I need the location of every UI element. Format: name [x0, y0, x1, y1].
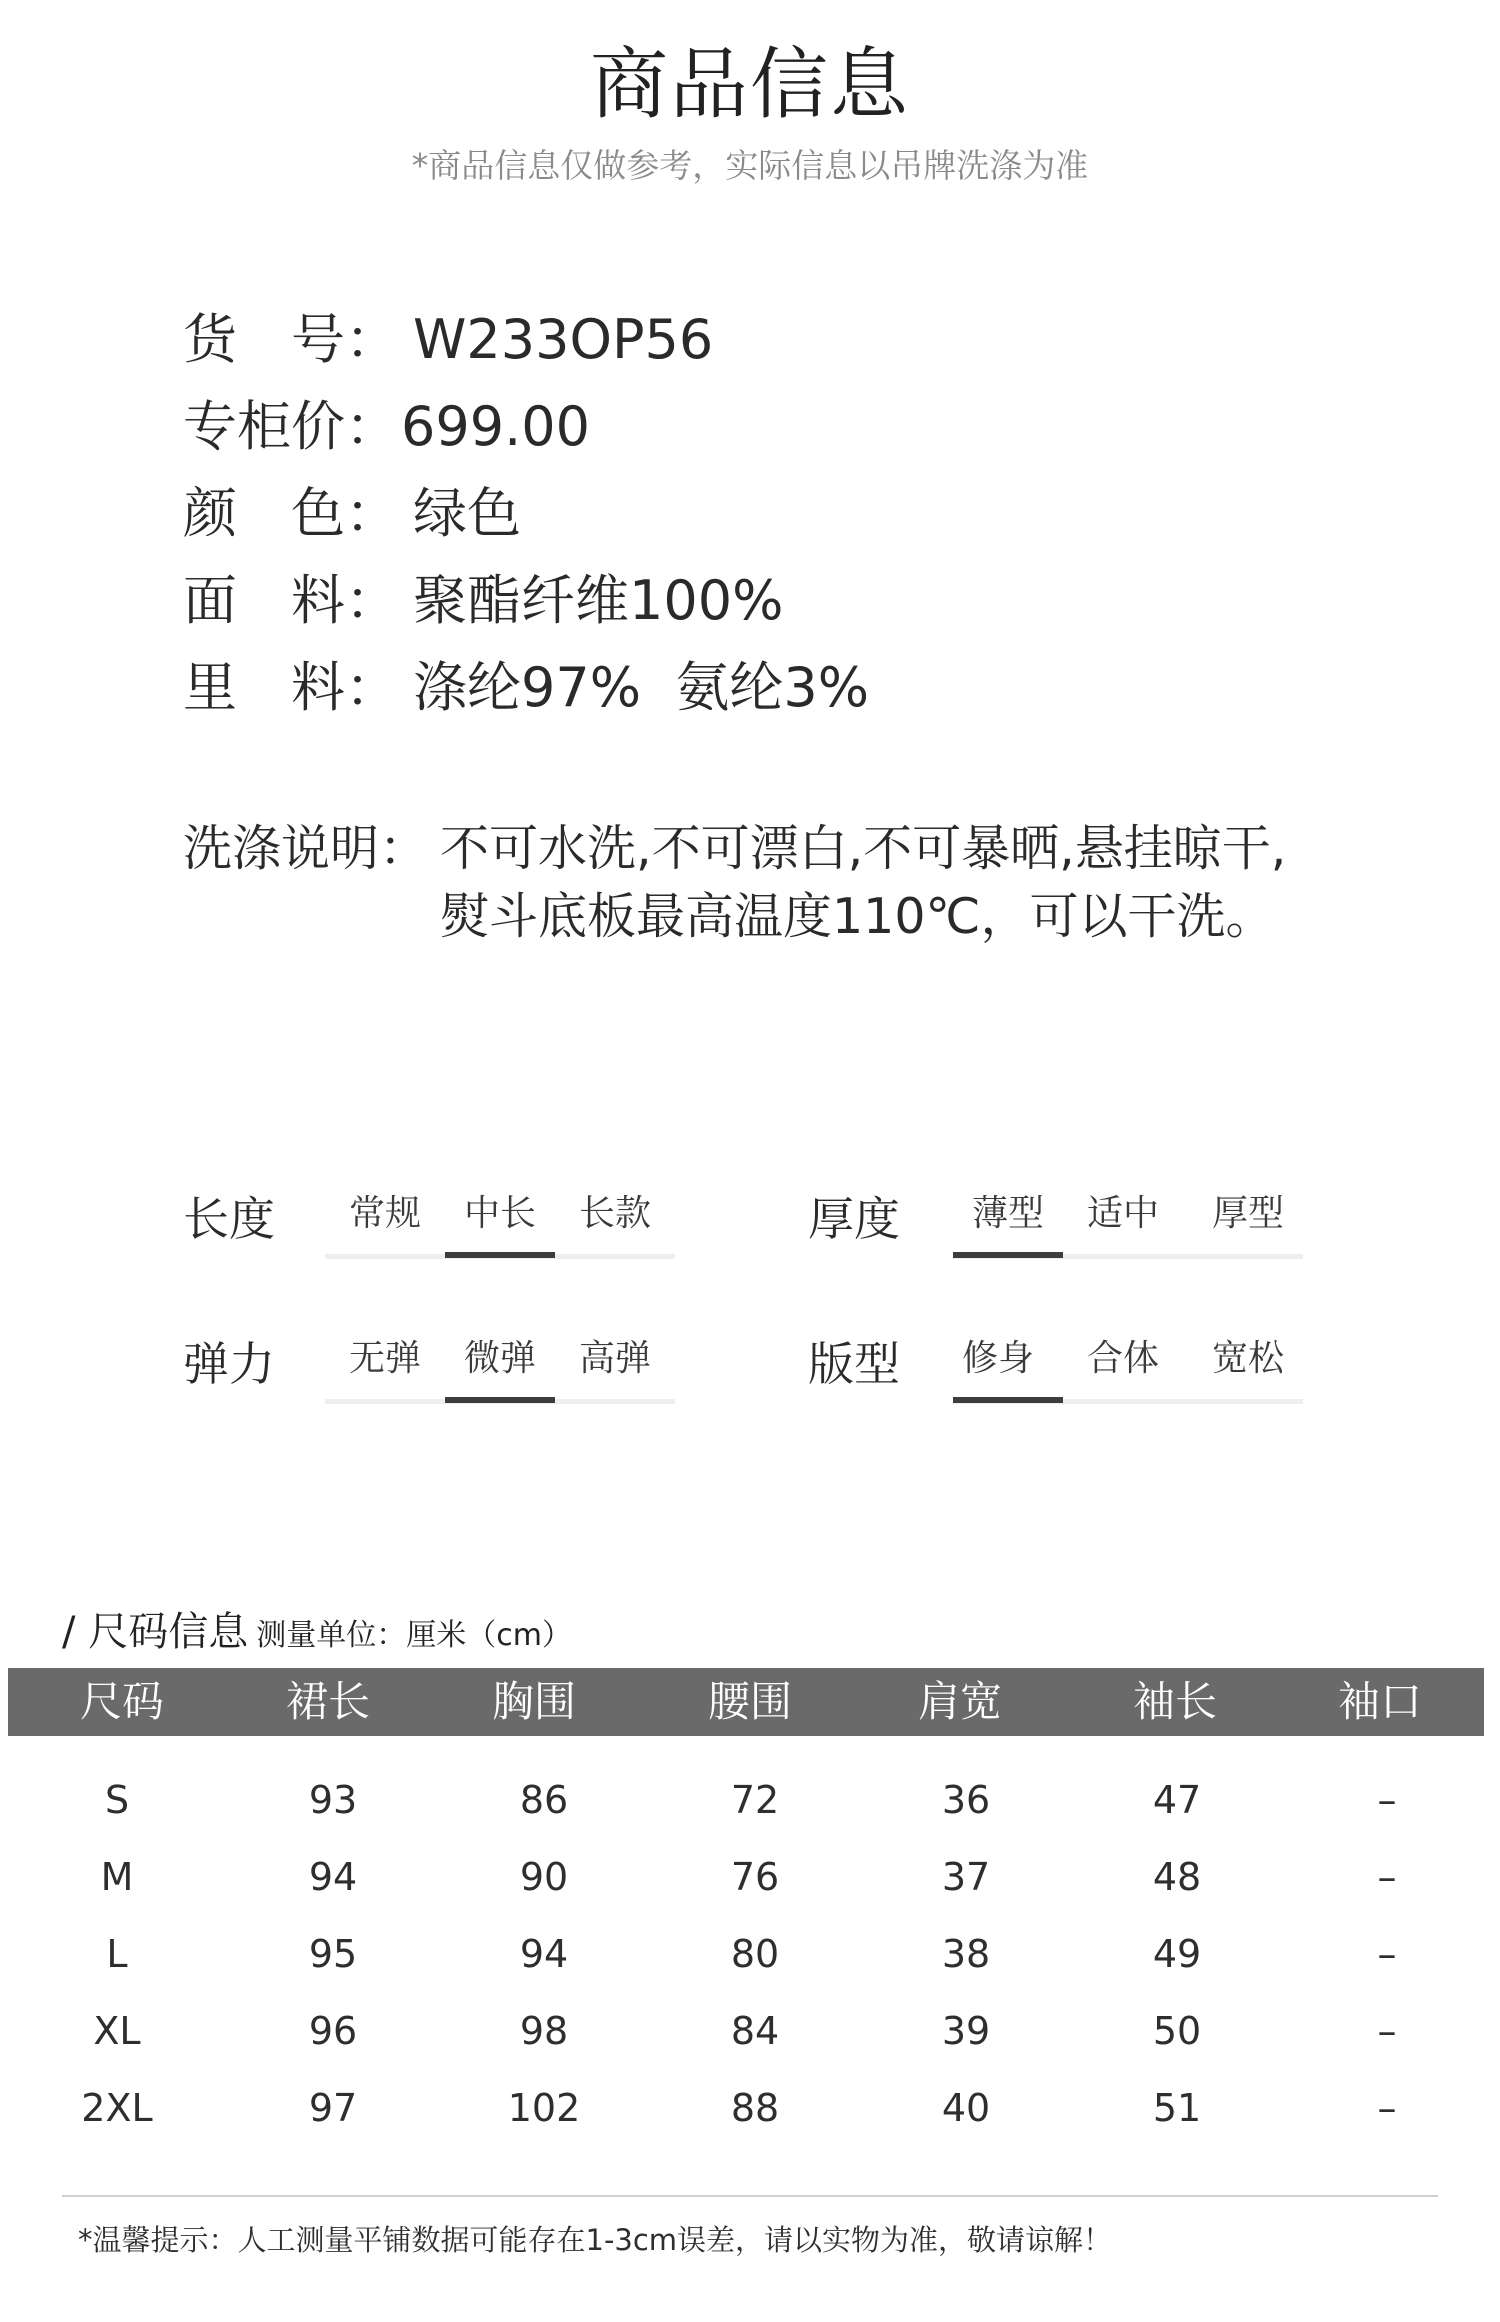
attr-option: 厚型 — [1211, 1193, 1284, 1234]
attr-title-length: 长度 — [183, 1192, 275, 1246]
attr-option-selected: 微弹 — [463, 1338, 536, 1379]
attr-option-selected: 中长 — [463, 1193, 536, 1234]
column-header: 尺码 — [79, 1677, 165, 1726]
table-cell: 94 — [308, 1855, 358, 1899]
attr-option: 无弹 — [348, 1338, 421, 1379]
table-cell: 49 — [1152, 1932, 1202, 1976]
table-cell: 39 — [941, 2009, 991, 2053]
spec-row-lining — [183, 648, 869, 728]
table-cell: 50 — [1152, 2009, 1202, 2053]
table-cell: M — [100, 1855, 134, 1899]
table-cell: L — [106, 1932, 128, 1976]
attr-option: 合体 — [1086, 1338, 1159, 1379]
washing-line: 熨斗底板最高温度110℃，可以干洗。 — [440, 888, 1275, 945]
table-cell: 102 — [507, 2086, 581, 2130]
table-cell: 96 — [308, 2009, 358, 2053]
table-cell: – — [1377, 1932, 1397, 1976]
table-cell: 93 — [308, 1778, 358, 1822]
table-cell: 95 — [308, 1932, 358, 1976]
attr-option: 常规 — [348, 1193, 421, 1234]
column-header: 腰围 — [707, 1677, 793, 1726]
table-cell: 84 — [730, 2009, 780, 2053]
attr-selected-indicator — [445, 1252, 555, 1258]
table-cell: 86 — [519, 1778, 569, 1822]
size-table-header — [8, 1668, 1484, 1736]
size-heading-title: / 尺码信息 — [62, 1609, 249, 1655]
table-cell: 97 — [308, 2086, 358, 2130]
page-title: 商品信息 — [589, 40, 910, 130]
washing-label: 洗涤说明： — [183, 820, 429, 877]
column-header: 肩宽 — [917, 1677, 1003, 1726]
table-cell: 90 — [519, 1855, 569, 1899]
washing-line: 不可水洗,不可漂白,不可暴晒,悬挂晾干, — [440, 820, 1287, 877]
attr-title-thickness: 厚度 — [808, 1192, 900, 1246]
table-cell: – — [1377, 1855, 1397, 1899]
attr-selected-indicator — [953, 1252, 1063, 1258]
spec-label: 专柜价： — [183, 395, 399, 458]
table-cell: 76 — [730, 1855, 780, 1899]
attr-option: 长款 — [578, 1193, 651, 1234]
table-cell: 40 — [941, 2086, 991, 2130]
attr-fit-options — [953, 1330, 1303, 1410]
spec-label: 面 料： — [183, 569, 399, 632]
attr-length-options — [325, 1185, 675, 1265]
table-cell: 88 — [730, 2086, 780, 2130]
spec-value: W233OP56 — [413, 308, 714, 371]
spec-value: 聚酯纤维100% — [413, 569, 784, 632]
size-heading-unit: 测量单位：厘米（cm） — [256, 1618, 572, 1653]
attr-option: 高弹 — [578, 1338, 651, 1379]
table-cell: 38 — [941, 1932, 991, 1976]
column-header: 袖口 — [1337, 1677, 1423, 1726]
table-cell: 80 — [730, 1932, 780, 1976]
spec-row-color — [183, 474, 521, 554]
spec-row-fabric — [183, 561, 783, 641]
table-cell: 36 — [941, 1778, 991, 1822]
column-header: 裙长 — [285, 1677, 371, 1726]
attr-thickness-options — [953, 1185, 1303, 1265]
spec-label: 里 料： — [183, 656, 399, 719]
attr-option: 适中 — [1086, 1193, 1159, 1234]
attr-option-selected: 修身 — [961, 1338, 1034, 1379]
table-cell: XL — [93, 2009, 141, 2053]
attr-option: 宽松 — [1211, 1338, 1284, 1379]
attr-selected-indicator — [953, 1397, 1063, 1403]
table-cell: – — [1377, 2086, 1397, 2130]
spec-value: 涤纶97% 氨纶3% — [413, 656, 870, 719]
table-cell: – — [1377, 1778, 1397, 1822]
footer-note: *温馨提示：人工测量平铺数据可能存在1-3cm误差，请以实物为准，敬请谅解！ — [78, 2223, 1113, 2257]
table-cell: 47 — [1152, 1778, 1202, 1822]
table-cell: 94 — [519, 1932, 569, 1976]
spec-label: 货 号： — [183, 308, 399, 371]
table-cell: 2XL — [81, 2086, 153, 2130]
attr-elasticity-options — [325, 1330, 675, 1410]
page-subtitle: *商品信息仅做参考，实际信息以吊牌洗涤为准 — [411, 146, 1089, 185]
table-cell: 98 — [519, 2009, 569, 2053]
column-header: 袖长 — [1132, 1677, 1218, 1726]
attr-option-selected: 薄型 — [971, 1193, 1044, 1234]
spec-label: 颜 色： — [183, 482, 399, 545]
spec-value: 绿色 — [413, 482, 521, 545]
spec-value: 699.00 — [401, 395, 590, 458]
size-table-heading — [62, 1600, 572, 1657]
spec-row-price — [183, 387, 590, 467]
table-cell: 51 — [1152, 2086, 1202, 2130]
attr-title-elasticity: 弹力 — [183, 1337, 275, 1391]
table-cell: – — [1377, 2009, 1397, 2053]
column-header: 胸围 — [491, 1677, 577, 1726]
table-cell: S — [104, 1778, 130, 1822]
attr-title-fit: 版型 — [808, 1337, 900, 1391]
table-cell: 72 — [730, 1778, 780, 1822]
table-cell: 37 — [941, 1855, 991, 1899]
spec-row-item-number — [183, 300, 713, 380]
table-cell: 48 — [1152, 1855, 1202, 1899]
attr-selected-indicator — [445, 1397, 555, 1403]
footer-divider — [62, 2195, 1438, 2197]
